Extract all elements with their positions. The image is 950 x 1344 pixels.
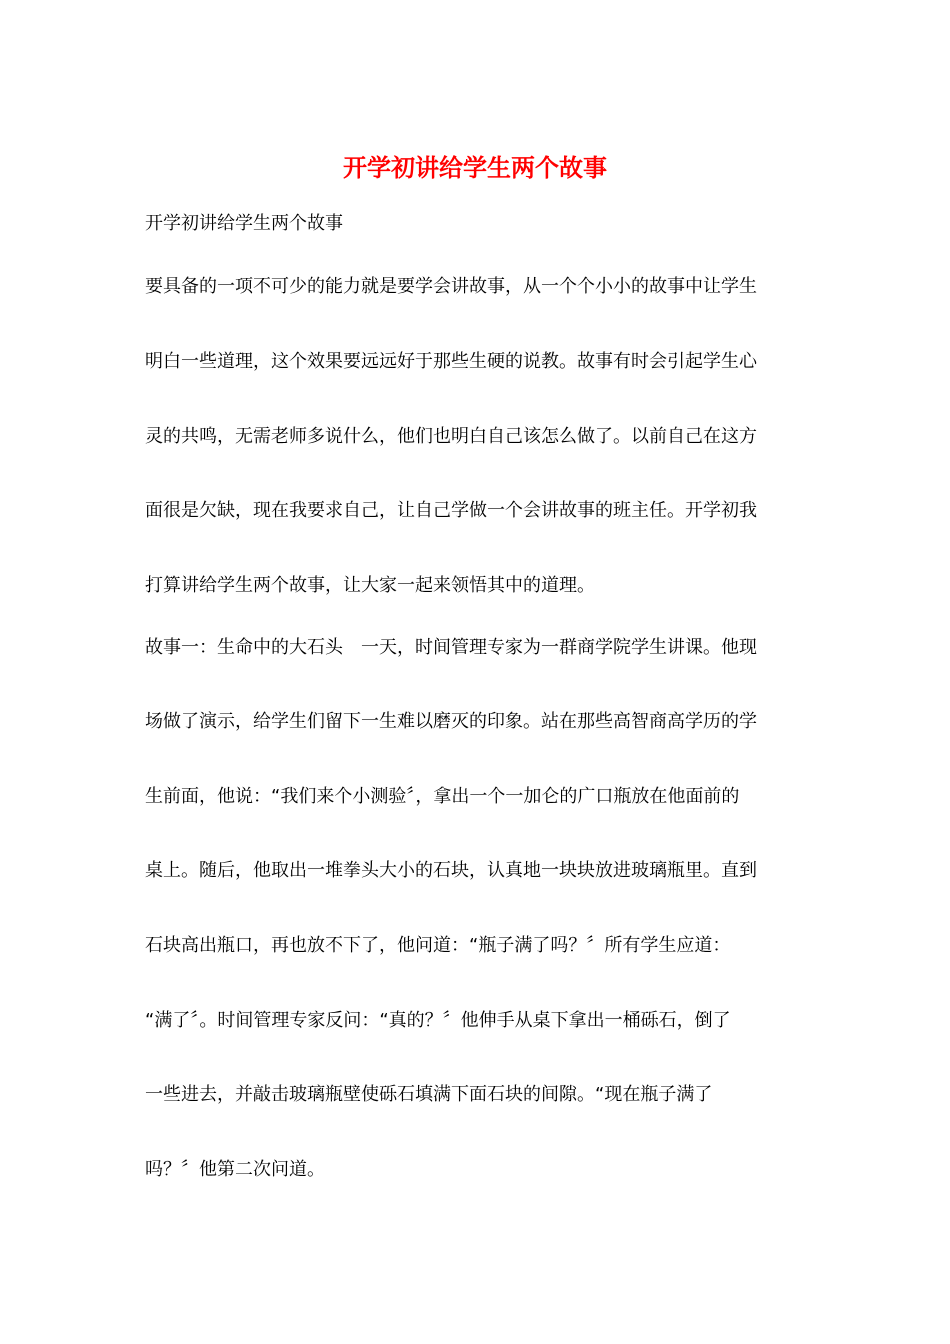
paragraph-line: 明白一些道理，这个效果要远远好于那些生硬的说教。故事有时会引起学生心 bbox=[145, 351, 757, 372]
document-title: 开学初讲给学生两个故事 bbox=[343, 153, 607, 182]
paragraph-line: 灵的共鸣，无需老师多说什么，他们也明白自己该怎么做了。以前自己在这方 bbox=[145, 426, 757, 447]
paragraph-line: 石块高出瓶口，再也放不下了，他问道：“瓶子满了吗？〞所有学生应道： bbox=[145, 935, 731, 956]
paragraph-line: “满了〞。时间管理专家反问：“真的？〞他伸手从桌下拿出一桶砾石，倒了 bbox=[145, 1010, 731, 1031]
paragraph-line: 生前面，他说：“我们来个小测验〞，拿出一个一加仑的广口瓶放在他面前的 bbox=[145, 786, 740, 807]
paragraph-line: 故事一：生命中的大石头 一天，时间管理专家为一群商学院学生讲课。他现 bbox=[145, 637, 757, 658]
paragraph-line: 打算讲给学生两个故事，让大家一起来领悟其中的道理。 bbox=[145, 575, 595, 596]
paragraph-line: 面很是欠缺，现在我要求自己，让自己学做一个会讲故事的班主任。开学初我 bbox=[145, 500, 757, 521]
paragraph-line: 要具备的一项不可少的能力就是要学会讲故事，从一个个小小的故事中让学生 bbox=[145, 276, 757, 297]
document-subtitle: 开学初讲给学生两个故事 bbox=[145, 213, 343, 234]
paragraph-line: 吗？〞他第二次问道。 bbox=[145, 1159, 325, 1180]
paragraph-line: 桌上。随后，他取出一堆拳头大小的石块，认真地一块块放进玻璃瓶里。直到 bbox=[145, 860, 757, 881]
paragraph-line: 场做了演示，给学生们留下一生难以磨灭的印象。站在那些高智商高学历的学 bbox=[145, 711, 757, 732]
paragraph-line: 一些进去，并敲击玻璃瓶壁使砾石填满下面石块的间隙。“现在瓶子满了 bbox=[145, 1084, 713, 1105]
